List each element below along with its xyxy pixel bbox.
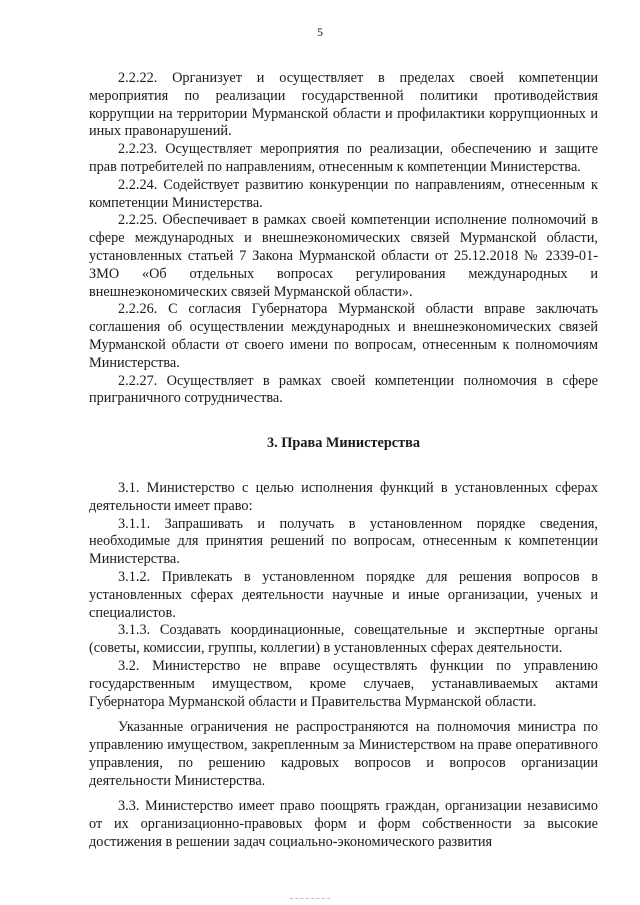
paragraph-3-1-3: 3.1.3. Создавать координационные, совещательные и экспертные органы (советы, комиссии, группы, коллегии) в установленных сферах деятельности. [89,622,598,657]
section-heading: 3. Права Министерства [266,435,421,452]
paragraph-2-2-25: 2.2.25. Обеспечивает в рамках своей компетенции исполнение полномочий в сфере международных и внешнеэкономических связей Мурманской области, установленных статьей 7 Закона Мурманской области от 25.12.2018 № 2339-01-ЗМО «Об отдельных вопросах регулирования международных и внешнеэкономических связей Мурманской области». [89,212,598,300]
paragraph-2-2-23: 2.2.23. Осуществляет мероприятия по реализации, обеспечению и защите прав потребителей по направлениям, отнесенным к компетенции Министерства. [89,141,598,175]
paragraph-3-1: 3.1. Министерство с целью исполнения функций в установленных сферах деятельности имеет право: [89,479,598,514]
paragraph-limitations: Указанные ограничения не распространяются на полномочия министра по управлению имуществом, закрепленным за Министерством на праве оперативного управления, по решению кадровых вопросов и вопросов организации деятельности Министерства. [89,719,598,789]
page-number: 5 [317,25,323,39]
paragraph-2-2-27: 2.2.27. Осуществляет в рамках своей компетенции полномочия в сфере приграничного сотрудничества. [89,372,598,407]
scan-artifact-mark [290,898,330,901]
paragraph-3-1-2: 3.1.2. Привлекать в установленном порядке для решения вопросов в установленных сферах деятельности научные и иные организации, ученых и специалистов. [89,568,598,621]
paragraph-2-2-26: 2.2.26. С согласия Губернатора Мурманской области вправе заключать соглашения об осуществлении международных и внешнеэкономических связей Мурманской области от своего имени по вопросам, отнесенным к полномочиям Министерства. [89,301,598,371]
paragraph-3-3: 3.3. Министерство имеет право поощрять граждан, организации независимо от их организационно-правовых форм и форм собственности за высокие достижения в решении задач социально-экономического развития [89,798,598,851]
paragraph-2-2-24: 2.2.24. Содействует развитию конкуренции по направлениям, отнесенным к компетенции Министерства. [89,176,598,211]
paragraph-3-1-1: 3.1.1. Запрашивать и получать в установленном порядке сведения, необходимые для принятия решений по вопросам, отнесенным к компетенции Министерства. [89,515,598,568]
paragraph-3-2: 3.2. Министерство не вправе осуществлять функции по управлению государственным имуществом, кроме случаев, устанавливаемых актами Губернатора Мурманской области и Правительства Мурманской области. [89,657,598,710]
document-body [89,70,598,852]
paragraph-2-2-22: 2.2.22. Организует и осуществляет в пределах своей компетенции мероприятия по реализации государственной политики противодействия коррупции на территории Мурманской области и профилактики коррупционных и иных правонарушений. [89,70,598,140]
